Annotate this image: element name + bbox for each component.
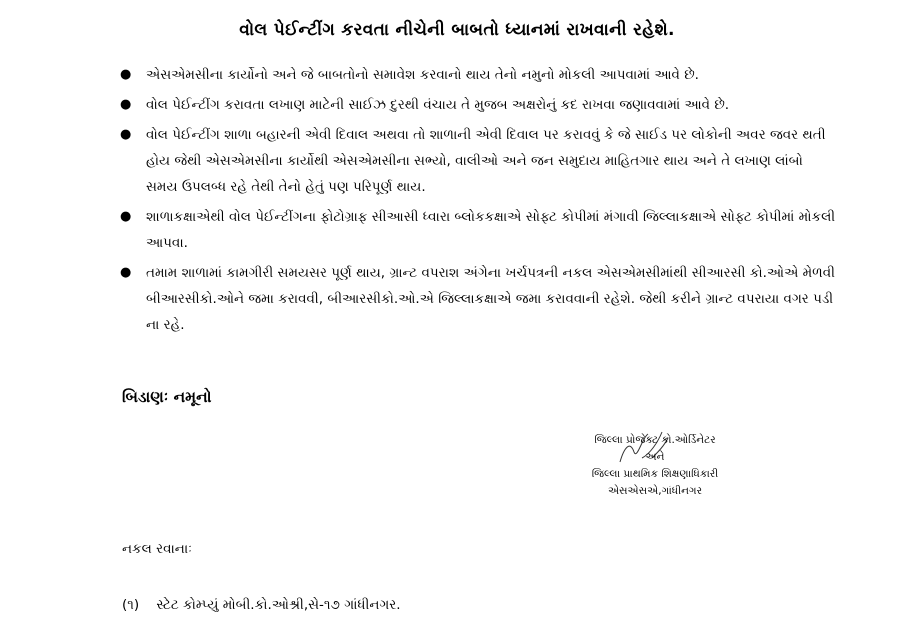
- bullet-icon: ●: [120, 265, 132, 280]
- bullet-icon: ●: [120, 209, 132, 224]
- attachment-label: બિડાણઃ નમૂનો: [122, 388, 212, 406]
- signature-block: [560, 432, 750, 500]
- signatory-title-2: જિલ્લા પ્રાથમિક શિક્ષણાધિકારી: [591, 468, 719, 480]
- list-item-text: વોલ પેઈન્ટીંગ કરાવતા લખાણ માટેની સાઈઝ દુરથી વંચાય તે મુજબ અક્ષરોનું કદ રાખવા જણાવવામાં આવે છે.: [146, 97, 730, 113]
- list-item: [118, 122, 838, 200]
- list-item: [118, 92, 838, 118]
- copy-item-number: (૧): [122, 597, 140, 613]
- bullet-icon: ●: [120, 97, 132, 112]
- list-item: [118, 62, 838, 88]
- signatory-office: એસએસએ,ગાંધીનગર: [607, 485, 703, 497]
- list-item-text: તમામ શાળામાં કામગીરી સમયસર પૂર્ણ થાય, ગ્રાન્ટ વપરાશ અંગેના ખર્ચપત્રની નકલ એસએમસીમાંથી સીઆરસી કો.ઓએ મેળવી બીઆરસીકો.ઓને જમા કરાવવી, બીઆરસીકો.ઓ.એ જિલ્લાકક્ષાએ જમા કરાવવાની રહેશે. જેથી કરીને ગ્રાન્ટ વપરાયા વગર પડી ના રહે.: [146, 265, 835, 333]
- copy-item-text: સ્ટેટ કોમ્પ્યું મોબી.કો.ઓશ્રી,સે-૧૭ ગાંધીનગર.: [156, 597, 401, 613]
- bullet-icon: ●: [120, 67, 132, 82]
- copy-to-item: [122, 597, 401, 613]
- list-item: [118, 260, 838, 338]
- list-item-text: શાળાકક્ષાએથી વોલ પેઈન્ટીંગના ફોટોગ્રાફ સીઆસી ધ્વારા બ્લોકકક્ષાએ સોફ્ટ કોપીમાં મંગાવી જિલ્લાકક્ષાએ સોફ્ટ કોપીમાં મોકલી આપવા.: [146, 209, 836, 251]
- copy-to-label: નકલ રવાનાઃ: [122, 541, 193, 557]
- signatory-conjunction: અને: [645, 451, 665, 463]
- document-title: વોલ પેઈન્ટીંગ કરવતા નીચેની બાબતો ધ્યાનમાં રાખવાની રહેશે.: [239, 20, 675, 40]
- bullet-icon: ●: [120, 127, 132, 142]
- list-item-text: એસએમસીના કાર્યોનો અને જે બાબતોનો સમાવેશ કરવાનો થાય તેનો નમુનો મોકલી આપવામાં આવે છે.: [146, 67, 699, 83]
- signatory-title: જિલ્લા પ્રોજેક્ટ કો.ઓર્ડિનેટર: [594, 434, 716, 446]
- list-item-text: વોલ પેઈન્ટીંગ શાળા બહારની એવી દિવાલ અથવા તો શાળાની એવી દિવાલ પર કરાવવું કે જે સાઈડ પર લોકોની અવર જવર થતી હોય જેથી એસએમસીના કાર્યોથી એસએમસીના સભ્યો, વાલીઓ અને જન સમુદાય માહિતગાર થાય અને તે લખાણ લાંબો સમય ઉપલબ્ધ રહે તેથી તેનો હેતું પણ પરિપૂર્ણ થાય.: [146, 127, 826, 195]
- instruction-list: [118, 62, 838, 342]
- list-item: [118, 204, 838, 256]
